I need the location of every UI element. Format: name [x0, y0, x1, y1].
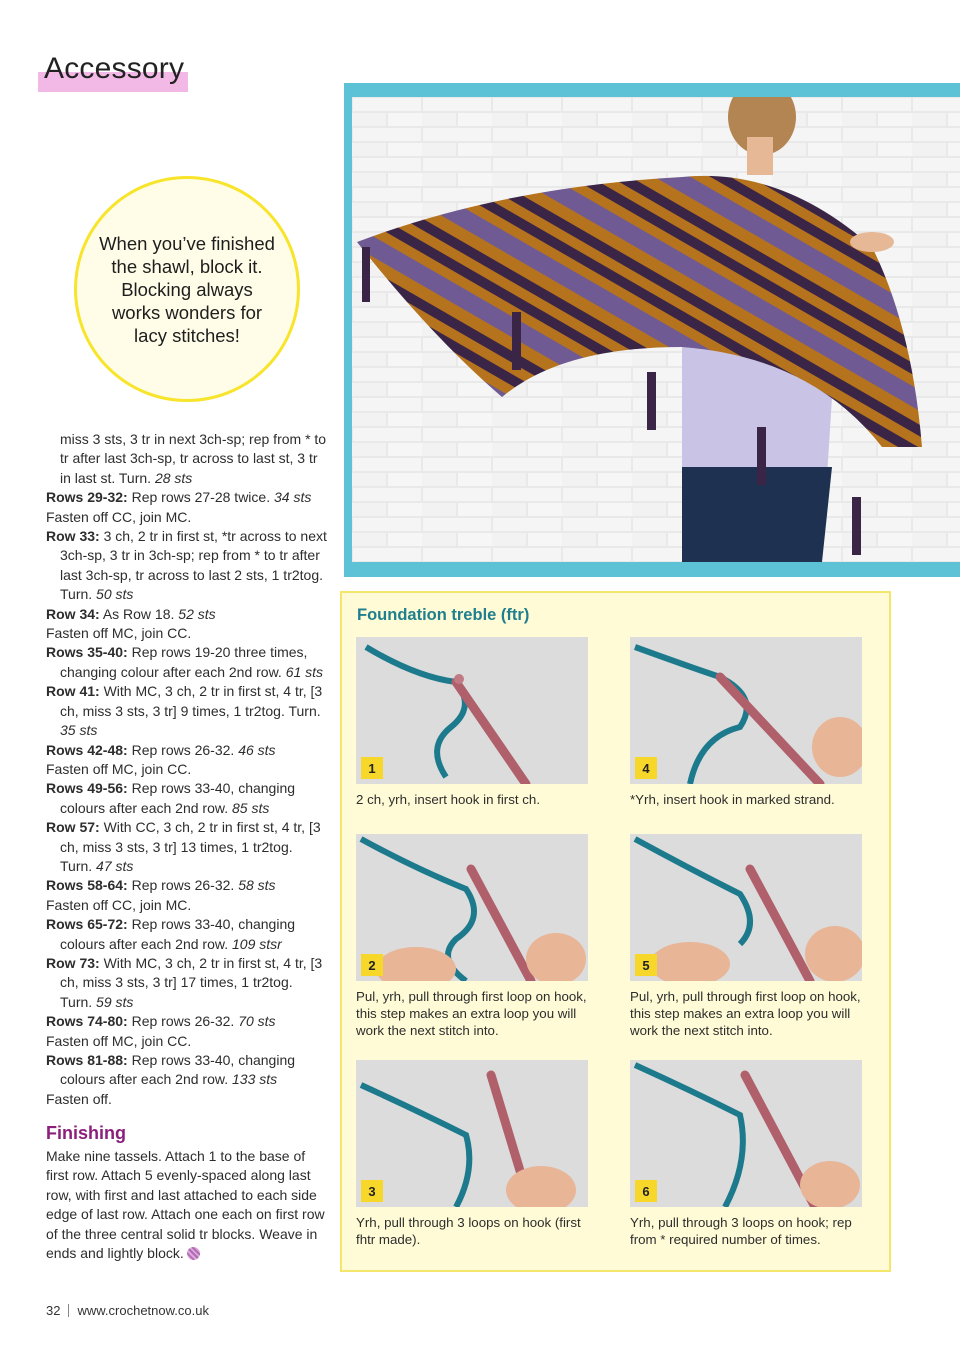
row-text: As Row 18. — [102, 605, 175, 622]
stitch-count: 50 sts — [96, 586, 134, 603]
stitch-count: 61 sts — [285, 663, 324, 680]
row-label: Rows 81-88: — [46, 1052, 128, 1068]
row-text: Rep rows 26-32. — [131, 877, 235, 894]
tutorial-step — [630, 1060, 862, 1248]
row-text: Fasten off MC, join CC. — [46, 1032, 192, 1049]
pattern-row — [46, 896, 328, 915]
step-number: 4 — [635, 757, 657, 779]
row-text: Fasten off CC, join MC. — [46, 508, 192, 525]
pattern-row — [46, 915, 328, 954]
pattern-row — [46, 741, 328, 760]
step-caption: Pul, yrh, pull through first loop on hook, this step makes an extra loop you will work the next stitch into. — [630, 989, 861, 1038]
pattern-row — [46, 430, 328, 488]
stitch-count: 52 sts — [178, 605, 216, 622]
pattern-row — [46, 876, 328, 895]
stitch-count: 28 sts — [154, 469, 193, 486]
row-text: Rep rows 27-28 twice. — [131, 489, 271, 506]
finishing-text — [46, 1147, 328, 1263]
page-number: 32 — [46, 1303, 61, 1318]
step-number: 2 — [361, 954, 383, 976]
row-text: miss 3 sts, 3 tr in next 3ch-sp; rep from * to tr after last 3ch-sp, tr across to last st, 3 tr in last st. Turn. — [60, 431, 327, 486]
step-photo — [630, 1060, 862, 1207]
row-text: Fasten off. — [46, 1090, 112, 1107]
stitch-count: 85 sts — [232, 799, 270, 816]
row-text: Rep rows 33-40, changing colours after each 2nd row. — [60, 780, 296, 816]
pattern-row — [46, 643, 328, 682]
footer-divider — [68, 1304, 69, 1317]
pattern-row — [46, 508, 328, 527]
section-title: Accessory — [44, 52, 185, 85]
step-caption: Yrh, pull through 3 loops on hook; rep from * required number of times. — [630, 1215, 852, 1247]
row-label: Rows 65-72: — [46, 916, 128, 933]
step-caption: Yrh, pull through 3 loops on hook (first fhtr made). — [356, 1215, 581, 1247]
row-label: Rows 74-80: — [46, 1013, 128, 1030]
row-label: Row 73: — [46, 954, 100, 971]
step-caption: Pul, yrh, pull through first loop on hook, this step makes an extra loop you will work the next stitch into. — [356, 989, 587, 1038]
finishing-heading: Finishing — [46, 1123, 126, 1143]
row-label: Row 33: — [46, 528, 100, 545]
row-text: With MC, 3 ch, 2 tr in first st, 4 tr, [3 ch, miss 3 sts, 3 tr] 17 times, 1 tr2tog. Turn. — [60, 954, 323, 1010]
pattern-row — [46, 818, 328, 876]
row-text: Rep rows 26-32. — [131, 741, 235, 758]
pattern-row — [46, 760, 328, 779]
pull-quote-text: When you’ve finished the shawl, block it. Blocking always works wonders for lacy stitches! — [99, 232, 275, 346]
row-label: Row 41: — [46, 683, 100, 700]
stitch-count: 47 sts — [96, 857, 134, 874]
row-text: Rep rows 33-40, changing colours after each 2nd row. — [60, 916, 296, 952]
stitch-count: 46 sts — [238, 741, 276, 758]
step-number: 1 — [361, 757, 383, 779]
pattern-row — [46, 488, 328, 507]
tutorial-step — [356, 1060, 588, 1248]
stitch-count: 35 sts — [60, 722, 98, 739]
pattern-row — [46, 1090, 328, 1109]
step-number: 3 — [361, 1180, 383, 1202]
pull-quote — [74, 176, 300, 402]
step-photo — [630, 637, 862, 784]
pattern-row — [46, 954, 328, 1012]
pattern-row — [46, 624, 328, 643]
tutorial-step — [356, 834, 588, 1039]
stitch-count: 133 sts — [232, 1071, 278, 1088]
pattern-row — [46, 527, 328, 605]
row-text: With CC, 3 ch, 2 tr in first st, 4 tr, [3 ch, miss 3 sts, 3 tr] 13 times, 1 tr2tog. Turn. — [60, 819, 321, 874]
row-text: With MC, 3 ch, 2 tr in first st, 4 tr, [3 ch, miss 3 sts, 3 tr] 9 times, 1 tr2tog. Turn. — [60, 683, 323, 719]
tutorial-title: Foundation treble (ftr) — [357, 606, 530, 624]
step-photo — [630, 834, 862, 981]
row-text: Rep rows 33-40, changing colours after each 2nd row. — [60, 1052, 296, 1088]
pattern-row — [46, 779, 328, 818]
tutorial-step — [356, 637, 588, 808]
row-label: Rows 42-48: — [46, 741, 128, 758]
stitch-count: 59 sts — [96, 993, 134, 1010]
step-caption: 2 ch, yrh, insert hook in first ch. — [356, 792, 541, 807]
tutorial-step — [630, 637, 862, 808]
step-caption: *Yrh, insert hook in marked strand. — [630, 792, 835, 807]
step-photo — [356, 1060, 588, 1207]
row-text: Fasten off CC, join MC. — [46, 896, 192, 913]
tutorial-step — [630, 834, 862, 1039]
row-label: Rows 58-64: — [46, 877, 128, 894]
stitch-count: 58 sts — [238, 877, 276, 894]
step-number: 5 — [635, 954, 657, 976]
row-text: Fasten off MC, join CC. — [46, 760, 192, 777]
yarn-ball-icon — [187, 1247, 200, 1260]
finishing-body: Make nine tassels. Attach 1 to the base of first row. Attach 5 evenly-spaced along last row, with first and last attached to each side edge of last row. Attach one each on first row of the three central solid tr blocks. Weave in ends and lightly block. — [46, 1148, 325, 1262]
pattern-row — [46, 605, 328, 624]
stitch-count: 34 sts — [274, 489, 312, 506]
step-number: 6 — [635, 1180, 657, 1202]
shawl-photo — [352, 97, 960, 562]
row-text: Rep rows 19-20 three times, changing colour after each 2nd row. — [60, 644, 308, 680]
stitch-count: 70 sts — [238, 1013, 276, 1030]
pattern-row — [46, 682, 328, 740]
pattern-row — [46, 1051, 328, 1090]
row-text: Rep rows 26-32. — [131, 1013, 235, 1030]
row-label: Row 34: — [46, 605, 100, 622]
footer-url[interactable]: www.crochetnow.co.uk — [77, 1303, 209, 1318]
row-label: Rows 35-40: — [46, 644, 128, 661]
row-label: Rows 29-32: — [46, 489, 128, 506]
page-footer — [46, 1303, 209, 1318]
row-text: 3 ch, 2 tr in first st, *tr across to next 3ch-sp, 3 tr in 3ch-sp; rep from * to tr after last 3ch-sp, tr across to last 2 sts, 1 tr2tog. Turn. — [60, 528, 327, 603]
row-label: Row 57: — [46, 819, 100, 836]
step-photo — [356, 637, 588, 784]
pattern-text — [46, 430, 328, 1109]
pattern-row — [46, 1012, 328, 1031]
step-photo — [356, 834, 588, 981]
row-label: Rows 49-56: — [46, 780, 128, 797]
stitch-count: 109 stsr — [232, 935, 282, 952]
row-text: Fasten off MC, join CC. — [46, 625, 192, 642]
pattern-row — [46, 1032, 328, 1051]
